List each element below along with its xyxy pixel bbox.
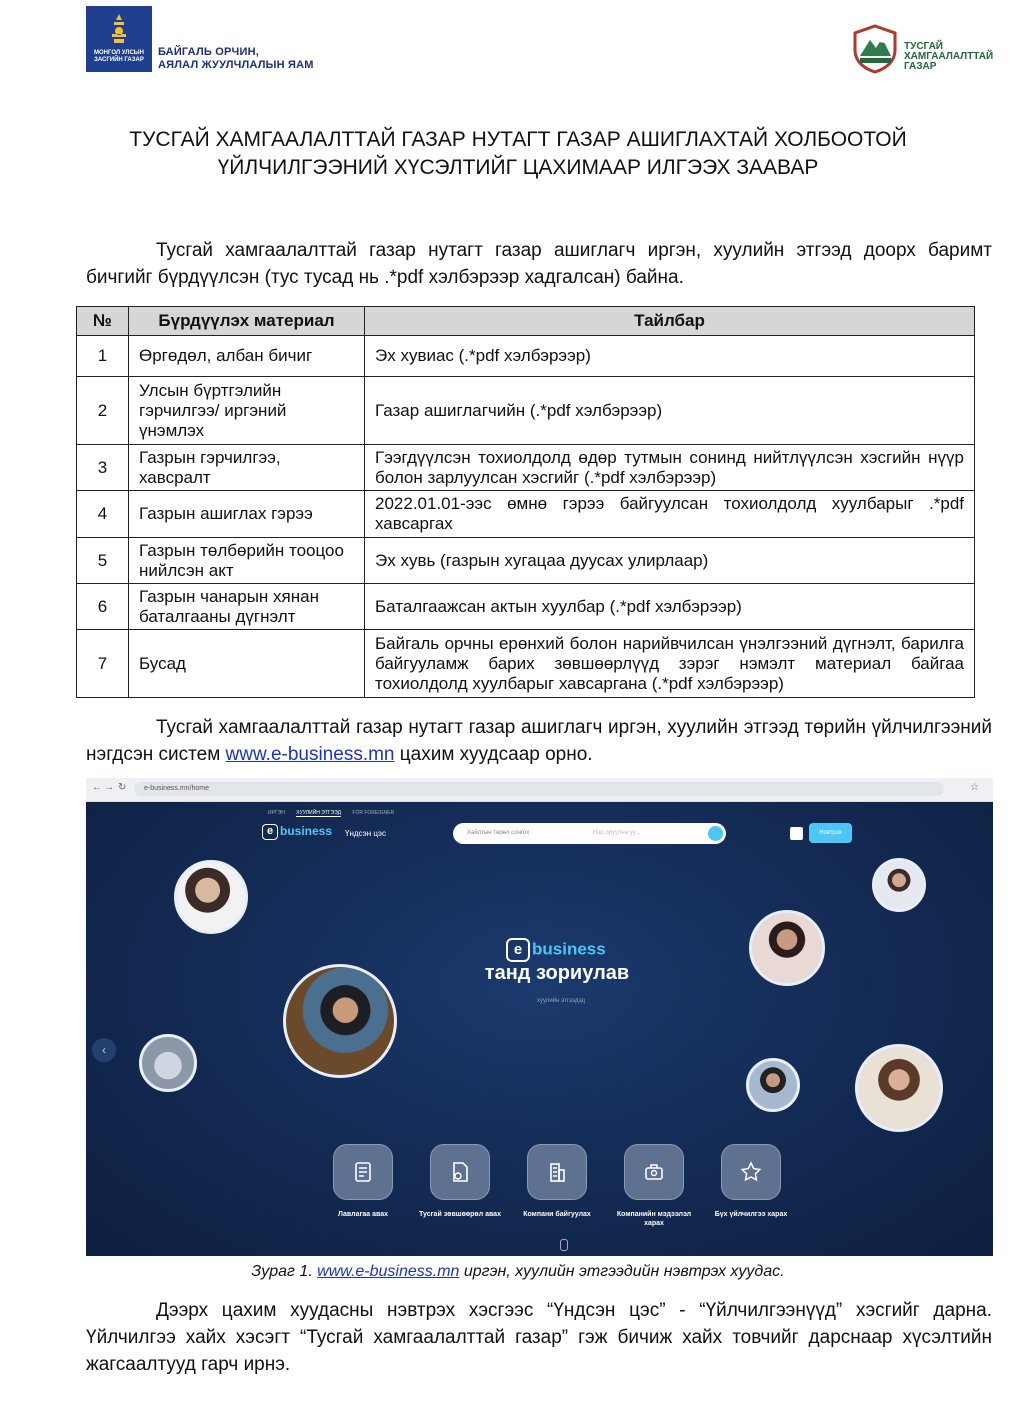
search-icon[interactable] (708, 826, 723, 841)
e-business-homepage (86, 802, 993, 1256)
website-screenshot (86, 778, 993, 1256)
main-menu-link[interactable]: Үндсэн цэс (345, 829, 387, 838)
hero-title: танд зориулав (484, 962, 630, 984)
instruction-paragraph: Дээрх цахим хуудасны нэвтрэх хэсгээс “Үндсэн цэс” - “Үйлчилгээнүүд” хэсгийг дарна. Үйлчилгээ хайх хэсэгт “Тусгай хамгаалалттай газар” гэж бичиж хайх товчийг дарснаар хүсэлтийн жагсаалтууд гарч ирнэ. (86, 1300, 992, 1375)
table-row: 5 Газрын төлбөрийн тооцоо нийлсэн акт Эх хувь (газрын хугацаа дуусах улирлаар) (77, 538, 975, 584)
service-company-register[interactable]: Компани байгуулах (516, 1144, 598, 1219)
hero-logo: e business (506, 938, 606, 962)
photo-bubble (139, 1034, 197, 1092)
hero-subtitle: хуулийн этгээдэд (537, 998, 585, 1004)
government-logo (86, 6, 152, 72)
scroll-down-icon[interactable] (560, 1239, 568, 1251)
address-bar[interactable]: e-business.mn/home (134, 782, 944, 796)
star-icon (721, 1144, 781, 1200)
table-row: 4 Газрын ашиглах гэрээ 2022.01.01-ээс өмнө гэрээ байгуулсан тохиолдолд хуулбарыг .*pdf хавсаргах (77, 491, 975, 538)
table-row: 1 Өргөдөл, албан бичиг Эх хувиас (.*pdf хэлбэрээр) (77, 336, 975, 377)
header-material: Бүрдүүлэх материал (129, 307, 365, 336)
protected-area-name: ТУСГАЙ ХАМГААЛАЛТТАЙ ГАЗАР (904, 41, 994, 72)
service-all-services[interactable]: Бүх үйлчилгээ харах (710, 1144, 792, 1219)
e-business-link[interactable]: www.e-business.mn (225, 744, 395, 765)
toplink-citizen[interactable]: ИРГЭН (268, 810, 285, 816)
service-reference[interactable]: Лавлагаа авах (322, 1144, 404, 1219)
intro-paragraph: Тусгай хамгаалалттай газар нутагт газар ашиглагч иргэн, хуулийн этгээд доорх баримт бичгийг бүрдүүлсэн (тус тусад нь .*pdf хэлбэрээр хадгалсан) байна. (86, 240, 992, 288)
apps-grid-icon[interactable] (790, 827, 803, 840)
toplink-foreigner[interactable]: FOR FOREIGNER (352, 810, 395, 816)
bookmark-star-icon[interactable]: ☆ (970, 782, 979, 793)
search-bar[interactable] (453, 823, 726, 844)
table-row: 7 Бусад Байгаль орчны ерөнхий болон нарийвчилсан үнэлгээний дүгнэлт, барилга байгууламж барих зөвшөөрлүүд зэрэг нэмэлт материал байгаа тохиолдолд хуулбарыг хавсаргана (.*pdf хэлбэрээр) (77, 630, 975, 698)
header-note: Тайлбар (365, 307, 975, 336)
photo-bubble (283, 964, 397, 1078)
service-company-info[interactable]: Компанийн мэдээлэл харах (613, 1144, 695, 1228)
soyombo-icon (108, 12, 130, 46)
table-row: 3 Газрын гэрчилгээ, хавсралт Гээгдүүлсэн тохиолдолд өдөр тутмын сонинд нийтлүүлсэн хэсгийн нүүр болон зарлуулсан хэсгийг (.*pdf хэлбэрээр) (77, 445, 975, 491)
table-row: 2 Улсын бүртгэлийн гэрчилгээ/ иргэний үнэмлэх Газар ашиглагчийн (.*pdf хэлбэрээр) (77, 377, 975, 445)
table-row: 6 Газрын чанарын хянан баталгааны дүгнэлт Баталгаажсан актын хуулбар (.*pdf хэлбэрээр) (77, 584, 975, 630)
briefcase-search-icon (624, 1144, 684, 1200)
search-input[interactable]: Нэр оруулна уу... (593, 830, 641, 836)
ministry-name: БАЙГАЛЬ ОРЧИН, АЯЛАЛ ЖУУЛЧЛАЛЫН ЯАМ (158, 46, 314, 71)
browser-toolbar (86, 778, 993, 802)
site-logo[interactable]: e business (262, 824, 332, 842)
document-icon (333, 1144, 393, 1200)
carousel-prev-icon[interactable]: ‹ (92, 1038, 116, 1062)
table-header-row (77, 307, 975, 336)
permit-icon (430, 1144, 490, 1200)
document-title: ТУСГАЙ ХАМГААЛАЛТТАЙ ГАЗАР НУТАГТ ГАЗАР АШИГЛАХТАЙ ХОЛБООТОЙ ҮЙЛЧИЛГЭЭНИЙ ХҮСЭЛТИЙГ ЦАХИМААР ИЛГЭЭХ ЗААВАР (129, 128, 907, 179)
reload-icon[interactable]: ↻ (118, 782, 127, 793)
gov-logo-caption: МОНГОЛ УЛСЫН ЗАСГИЙН ГАЗАР (94, 50, 144, 63)
header-num: № (77, 307, 129, 336)
photo-bubble (174, 860, 248, 934)
photo-bubble (746, 1058, 800, 1112)
search-type-select[interactable]: Хайлтын төрөл сонгох (467, 830, 530, 836)
website-paragraph: Тусгай хамгаалалттай газар нутагт газар ашиглагч иргэн, хуулийн этгээд төрийн үйлчилгээний нэгдсэн систем www.e-business.mn цахим хуудсаар орно. (86, 717, 992, 765)
login-button[interactable]: Нэвтрэх (809, 823, 852, 843)
requirements-table (76, 306, 975, 698)
forward-arrow-icon[interactable]: → (104, 782, 114, 793)
toplink-legal-entity[interactable]: ХУУЛИЙН ЭТГЭЭД (296, 810, 341, 816)
back-arrow-icon[interactable]: ← (92, 782, 102, 793)
photo-bubble (872, 858, 926, 912)
building-icon (527, 1144, 587, 1200)
photo-bubble (855, 1044, 943, 1132)
service-special-permit[interactable]: Тусгай зөвшөөрөл авах (419, 1144, 501, 1219)
protected-area-logo-icon (852, 24, 898, 74)
top-links (268, 810, 404, 816)
photo-bubble (749, 910, 825, 986)
figure-caption: Зураг 1. www.e-business.mn иргэн, хуулийн этгээдийн нэвтрэх хуудас. (251, 1263, 785, 1280)
caption-link[interactable]: www.e-business.mn (317, 1263, 460, 1280)
